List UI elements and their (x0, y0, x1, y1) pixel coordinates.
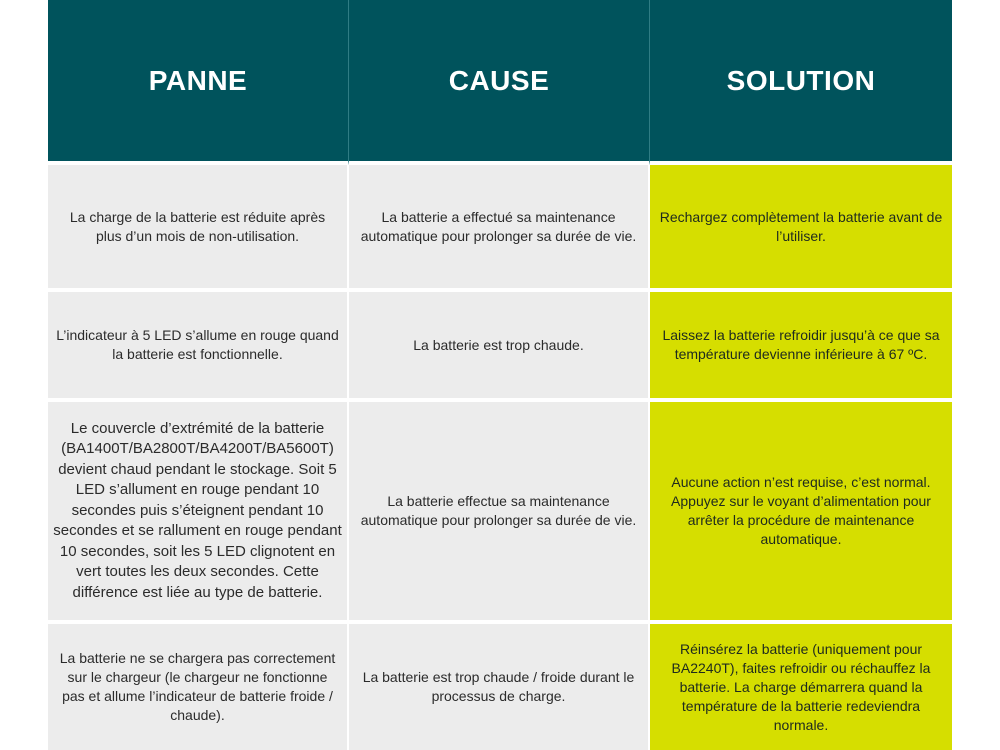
row-4-cause: La batterie est trop chaude / froide durant le processus de charge. (349, 624, 650, 750)
header-panne: PANNE (48, 0, 349, 165)
row-1-solution: Rechargez complètement la batterie avant de l’utiliser. (650, 165, 952, 292)
troubleshooting-table (48, 0, 952, 750)
row-2-cause: La batterie est trop chaude. (349, 292, 650, 402)
row-3-solution: Aucune action n’est requise, c’est normal. Appuyez sur le voyant d’alimentation pour arrêter la procédure de maintenance automatique. (650, 402, 952, 624)
row-1-cause: La batterie a effectué sa maintenance automatique pour prolonger sa durée de vie. (349, 165, 650, 292)
row-3-panne: Le couvercle d’extrémité de la batterie (BA1400T/BA2800T/BA4200T/BA5600T) devient chaud pendant le stockage. Soit 5 LED s’allument en rouge pendant 10 secondes puis s’éteignent pendant 10 secondes et se rallument en rouge pendant 10 secondes, soit les 5 LED clignotent en vert toutes les deux secondes. Cette différence est liée au type de batterie. (48, 402, 349, 624)
row-4-solution: Réinsérez la batterie (uniquement pour BA2240T), faites refroidir ou réchauffez la batterie. La charge démarrera quand la température de la batterie redeviendra normale. (650, 624, 952, 750)
row-4-panne: La batterie ne se chargera pas correctement sur le chargeur (le chargeur ne fonctionne pas et allume l’indicateur de batterie froide / chaude). (48, 624, 349, 750)
row-2-solution: Laissez la batterie refroidir jusqu’à ce que sa température devienne inférieure à 67 ºC. (650, 292, 952, 402)
row-2-panne: L’indicateur à 5 LED s’allume en rouge quand la batterie est fonctionnelle. (48, 292, 349, 402)
row-3-cause: La batterie effectue sa maintenance automatique pour prolonger sa durée de vie. (349, 402, 650, 624)
header-solution: SOLUTION (650, 0, 952, 165)
row-1-panne: La charge de la batterie est réduite après plus d’un mois de non-utilisation. (48, 165, 349, 292)
header-cause: CAUSE (349, 0, 650, 165)
